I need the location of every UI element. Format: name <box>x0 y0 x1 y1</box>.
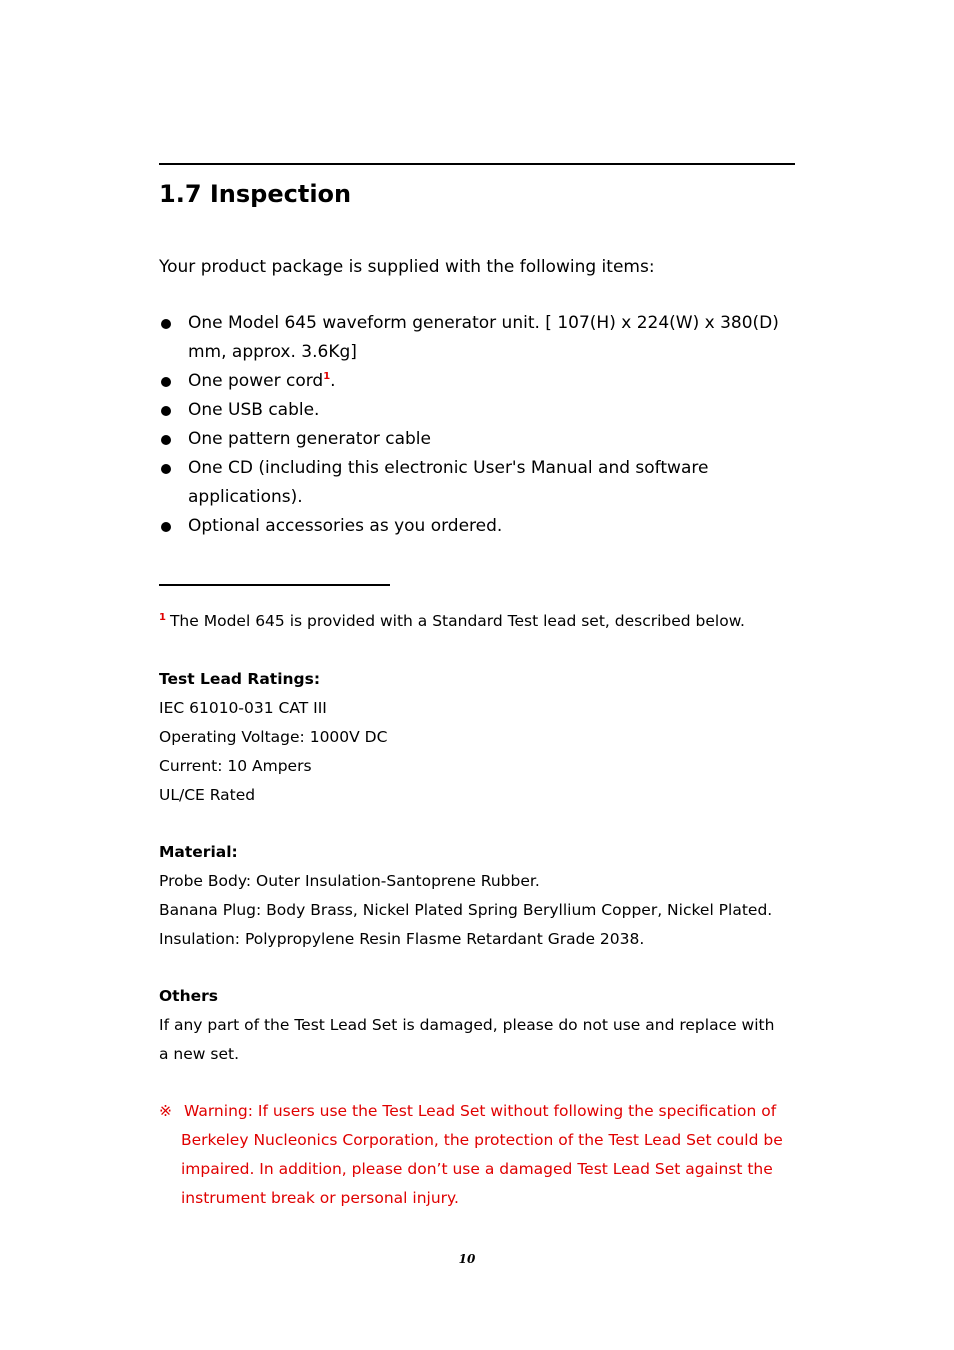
section-title: 1.7 Inspection <box>159 180 352 208</box>
section-top-rule <box>159 163 795 165</box>
footnote <box>159 608 745 634</box>
bullet-icon <box>161 377 171 387</box>
warning-note <box>159 1097 799 1213</box>
footnote-separator <box>159 584 390 586</box>
others-line: a new set. <box>159 1045 240 1063</box>
footnote-mark: 1 <box>159 612 166 623</box>
material-line: Banana Plug: Body Brass, Nickel Plated Spring Beryllium Copper, Nickel Plated. <box>159 901 773 919</box>
others-line: If any part of the Test Lead Set is damaged, please do not use and replace with <box>159 1016 775 1034</box>
list-item: One USB cable. <box>159 396 799 425</box>
bullet-icon <box>161 406 171 416</box>
ratings-line: UL/CE Rated <box>159 786 256 804</box>
material-section <box>159 838 799 954</box>
list-item: One CD (including this electronic User's Manual and software applications). <box>159 454 799 512</box>
ratings-line: Operating Voltage: 1000V DC <box>159 728 388 746</box>
bullet-icon <box>161 435 171 445</box>
package-items-list <box>159 309 799 541</box>
footnote-reference[interactable]: 1 <box>323 371 331 382</box>
others-heading: Others <box>159 987 219 1005</box>
intro-text: Your product package is supplied with the following items: <box>159 257 655 277</box>
material-line: Probe Body: Outer Insulation-Santoprene Rubber. <box>159 872 540 890</box>
bullet-icon <box>161 522 171 532</box>
bullet-icon <box>161 319 171 329</box>
material-line: Insulation: Polypropylene Resin Flasme Retardant Grade 2038. <box>159 930 645 948</box>
ratings-heading: Test Lead Ratings: <box>159 670 321 688</box>
page-number: 10 <box>458 1252 476 1266</box>
warning-reference-mark-icon: ※ <box>159 1102 172 1120</box>
list-item: One pattern generator cable <box>159 425 799 454</box>
list-item: One power cord$^1$. <box>159 367 799 396</box>
others-section <box>159 982 799 1069</box>
footnote-text: The Model 645 is provided with a Standard Test lead set, described below. <box>169 612 745 630</box>
material-heading: Material: <box>159 843 238 861</box>
list-item: Optional accessories as you ordered. <box>159 512 799 541</box>
ratings-line: IEC 61010-031 CAT III <box>159 699 327 717</box>
bullet-icon <box>161 464 171 474</box>
list-item: One Model 645 waveform generator unit. [ 107(H) x 224(W) x 380(D) mm, approx. 3.6Kg] <box>159 309 799 367</box>
warning-text: Warning: If users use the Test Lead Set without following the specification of Berkeley Nucleonics Corporation, the protection of the Test Lead Set could be impaired. In addition, please don’t use a damaged Test Lead Set against the instrument break or personal injury. <box>181 1102 783 1207</box>
ratings-line: Current: 10 Ampers <box>159 757 312 775</box>
test-lead-ratings-section <box>159 665 799 810</box>
